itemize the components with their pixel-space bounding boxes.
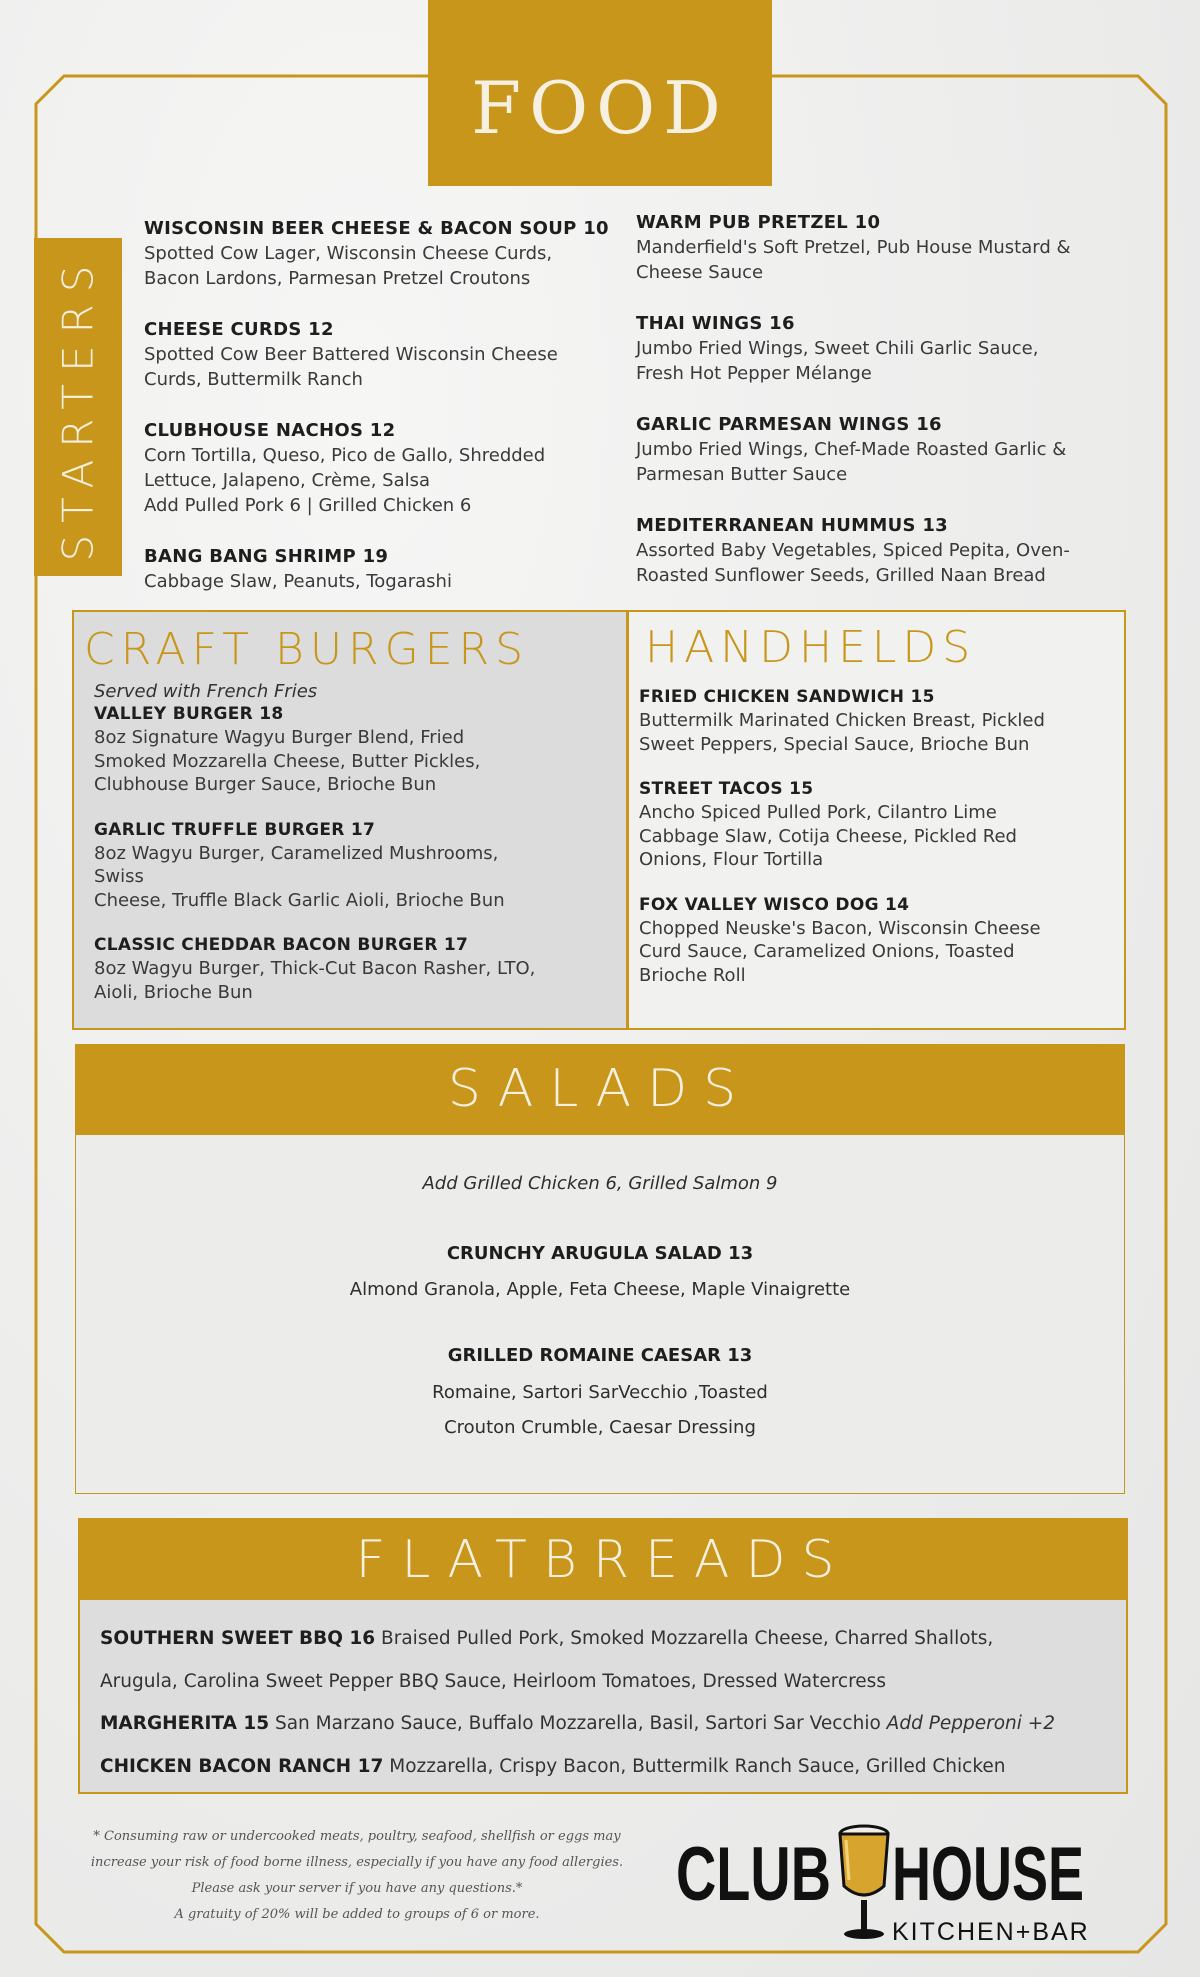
menu-item <box>94 819 614 913</box>
item-name: CLASSIC CHEDDAR BACON BURGER 17 <box>94 935 469 955</box>
item-description: 8oz Wagyu Burger, Thick-Cut Bacon Rasher, LTO, <box>94 958 536 979</box>
food-header <box>428 0 772 186</box>
item-description: Buttermilk Marinated Chicken Breast, Pickled <box>639 710 1045 731</box>
salads-addon-text: Add Grilled Chicken 6, Grilled Salmon 9 <box>422 1173 778 1194</box>
item-description: Corn Tortilla, Queso, Pico de Gallo, Shredded <box>144 445 546 466</box>
menu-item <box>636 513 1136 588</box>
page-title: FOOD <box>471 66 729 150</box>
starters-label: STARTERS <box>53 253 103 561</box>
item-description: Jumbo Fried Wings, Sweet Chili Garlic Sauce, <box>636 338 1039 359</box>
item-description: Almond Granola, Apple, Feta Cheese, Maple Vinaigrette <box>349 1279 851 1300</box>
flatbreads-panel <box>78 1600 1128 1794</box>
item-description: San Marzano Sauce, Buffalo Mozzarella, Basil, Sartori Sar Vecchio <box>269 1713 887 1734</box>
salads-heading: SALADS <box>447 1059 753 1119</box>
item-name: FRIED CHICKEN SANDWICH 15 <box>639 687 935 707</box>
item-description: Add Pulled Pork 6 | Grilled Chicken 6 <box>144 495 472 516</box>
logo-word-club: CLUB <box>676 1832 831 1917</box>
salads-panel <box>75 1134 1125 1494</box>
menu-item <box>639 894 1109 988</box>
item-name: GARLIC PARMESAN WINGS 16 <box>636 414 942 435</box>
item-description: Aioli, Brioche Bun <box>94 981 253 1003</box>
item-name: CHICKEN BACON RANCH 17 <box>100 1755 384 1777</box>
item-name: CHEESE CURDS 12 <box>144 319 334 340</box>
disclaimer-line: Please ask your server if you have any questions.* <box>191 1881 523 1896</box>
item-addon: Add Pepperoni +2 <box>886 1713 1056 1734</box>
item-name: MARGHERITA 15 <box>100 1713 270 1734</box>
menu-item <box>636 412 1136 487</box>
item-description: Jumbo Fried Wings, Chef-Made Roasted Garlic & <box>636 439 1067 460</box>
flatbreads-header-bar <box>78 1518 1128 1602</box>
menu-item <box>76 1239 1124 1305</box>
item-description: Crouton Crumble, Caesar Dressing <box>444 1417 756 1438</box>
item-name: CLUBHOUSE NACHOS 12 <box>144 420 396 441</box>
item-name: THAI WINGS 16 <box>636 313 795 334</box>
item-description: Onions, Flour Tortilla <box>639 849 824 870</box>
menu-item <box>144 317 624 392</box>
item-description: Parmesan Butter Sauce <box>636 464 848 485</box>
item-description: Swiss <box>94 866 144 887</box>
salads-header-bar <box>75 1044 1125 1134</box>
item-description: Sweet Peppers, Special Sauce, Brioche Bun <box>639 733 1030 755</box>
item-name: SOUTHERN SWEET BBQ 16 <box>100 1628 376 1649</box>
flatbread-line <box>100 1618 1106 1661</box>
menu-item <box>94 703 614 797</box>
menu-item <box>636 311 1136 386</box>
item-description: Clubhouse Burger Sauce, Brioche Bun <box>94 774 437 795</box>
menu-item <box>639 686 1109 756</box>
flatbreads-heading: FLATBREADS <box>355 1530 851 1590</box>
menu-item <box>636 210 1136 285</box>
item-name: WISCONSIN BEER CHEESE & BACON SOUP 10 <box>144 218 609 239</box>
menu-item <box>144 418 624 518</box>
item-description: Mozzarella, Crispy Bacon, Buttermilk Ranch Sauce, Grilled Chicken <box>383 1755 1006 1777</box>
disclaimer-line: * Consuming raw or undercooked meats, poultry, seafood, shellfish or eggs may <box>93 1829 621 1844</box>
flatbread-line <box>100 1661 1106 1704</box>
item-description: Cabbage Slaw, Peanuts, Togarashi <box>144 571 452 592</box>
disclaimer-line: increase your risk of food borne illness, especially if you have any food allergies. <box>90 1855 624 1870</box>
menu-item <box>639 778 1109 872</box>
flatbread-line <box>100 1746 1106 1789</box>
item-description: Roasted Sunflower Seeds, Grilled Naan Bread <box>636 565 1046 586</box>
disclaimer-line: A gratuity of 20% will be added to groups of 6 or more. <box>174 1907 540 1922</box>
item-description: Ancho Spiced Pulled Pork, Cilantro Lime <box>639 802 997 823</box>
item-name: CRUNCHY ARUGULA SALAD 13 <box>446 1243 754 1264</box>
burgers-note: Served with French Fries <box>94 681 318 702</box>
clubhouse-logo <box>676 1800 1090 1950</box>
item-description: Lettuce, Jalapeno, Crème, Salsa <box>144 470 431 491</box>
craft-burgers-heading: CRAFT BURGERS <box>84 624 529 675</box>
item-description: Curds, Buttermilk Ranch <box>144 369 363 390</box>
item-description: Chopped Neuske's Bacon, Wisconsin Cheese <box>639 917 1041 939</box>
beer-glass-icon <box>840 1826 888 1939</box>
salads-addon <box>76 1169 1124 1199</box>
item-description: Bacon Lardons, Parmesan Pretzel Croutons <box>144 268 531 289</box>
item-name: FOX VALLEY WISCO DOG 14 <box>639 894 910 915</box>
item-description: Assorted Baby Vegetables, Spiced Pepita, Oven- <box>636 540 1070 561</box>
item-description: Fresh Hot Pepper Mélange <box>636 363 872 384</box>
burgers-handhelds-section <box>72 610 1126 1030</box>
item-name: GRILLED ROMAINE CAESAR 13 <box>447 1345 753 1366</box>
starters-right-column <box>636 210 1136 614</box>
starters-tab <box>34 238 122 576</box>
item-description: Smoked Mozzarella Cheese, Butter Pickles, <box>94 750 481 772</box>
flatbread-line <box>100 1703 1106 1746</box>
handhelds-heading: HANDHELDS <box>645 622 977 673</box>
item-description: Romaine, Sartori SarVecchio ,Toasted <box>432 1382 768 1403</box>
item-description: Spotted Cow Lager, Wisconsin Cheese Curds, <box>144 243 553 264</box>
starters-left-column <box>144 216 624 620</box>
item-name: WARM PUB PRETZEL 10 <box>636 212 881 233</box>
item-name: STREET TACOS 15 <box>639 779 814 799</box>
item-name: VALLEY BURGER 18 <box>94 704 284 724</box>
item-description: 8oz Signature Wagyu Burger Blend, Fried <box>94 727 465 748</box>
item-description: Arugula, Carolina Sweet Pepper BBQ Sauce, Heirloom Tomatoes, Dressed Watercress <box>100 1670 886 1692</box>
item-description: Brioche Roll <box>639 964 746 986</box>
item-name: BANG BANG SHRIMP 19 <box>144 546 389 567</box>
menu-item <box>144 544 624 594</box>
craft-burgers-panel <box>74 612 629 1028</box>
item-description: Cheese, Truffle Black Garlic Aioli, Brioche Bun <box>94 889 505 911</box>
item-description: Spotted Cow Beer Battered Wisconsin Cheese <box>144 344 558 365</box>
menu-item <box>94 934 614 1004</box>
item-description: 8oz Wagyu Burger, Caramelized Mushrooms, <box>94 842 499 864</box>
item-description: Cabbage Slaw, Cotija Cheese, Pickled Red <box>639 825 1017 847</box>
food-safety-disclaimer <box>82 1824 632 1928</box>
item-description: Manderfield's Soft Pretzel, Pub House Mustard & <box>636 237 1071 258</box>
item-description: Braised Pulled Pork, Smoked Mozzarella Cheese, Charred Shallots, <box>375 1628 994 1649</box>
logo-tagline: KITCHEN+BAR <box>892 1918 1090 1946</box>
item-name: MEDITERRANEAN HUMMUS 13 <box>636 515 948 536</box>
item-description: Cheese Sauce <box>636 262 764 283</box>
menu-item <box>144 216 624 291</box>
item-description: Curd Sauce, Caramelized Onions, Toasted <box>639 941 1015 962</box>
item-name: GARLIC TRUFFLE BURGER 17 <box>94 819 376 840</box>
handhelds-panel <box>629 612 1124 1028</box>
menu-item <box>76 1341 1124 1445</box>
logo-word-house: HOUSE <box>892 1832 1084 1917</box>
